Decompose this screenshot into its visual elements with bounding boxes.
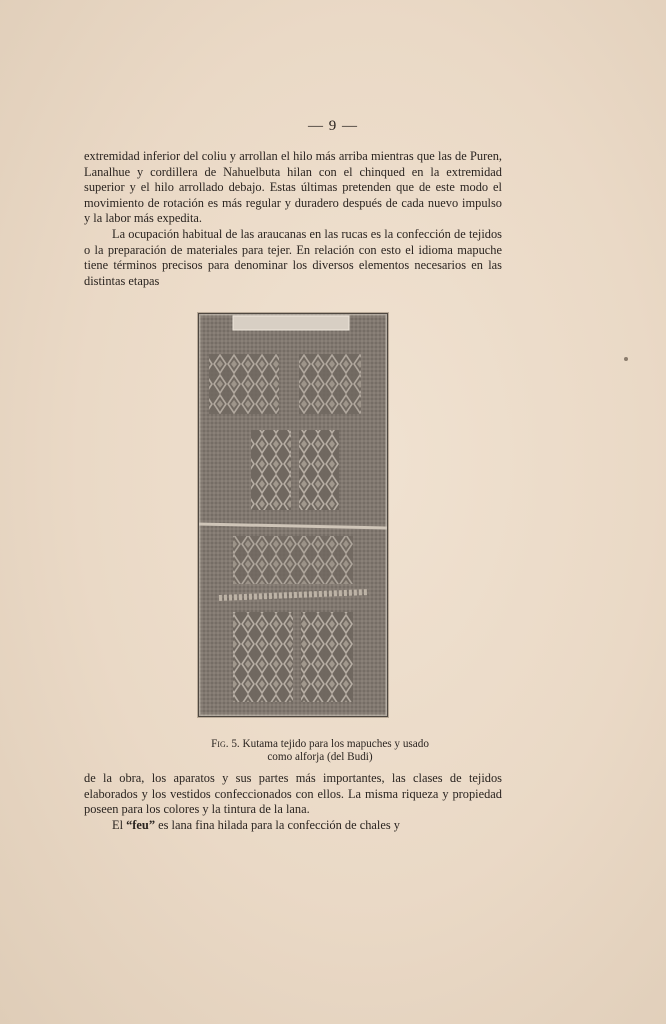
body-text-top (84, 149, 502, 289)
body-text-bottom (84, 771, 502, 833)
caption-line-2: como alforja (del Budi) (267, 751, 373, 763)
figure-caption (120, 738, 520, 764)
woven-textile-image (199, 314, 387, 716)
paragraph-work: de la obra, los aparatos y sus partes más importantes, las clases de tejidos elaborados y los vestidos confeccionados con ellos. La misma riqueza y propiedad poseen para los colores y la tintura de la lana. (84, 771, 502, 817)
paragraph-continuation: extremidad inferior del coliu y arrollan el hilo más arriba mientras que las de Puren, Lanalhue y cordillera de Nahuelbuta hilan con el chinqued en la extremidad superior y el hilo arrollado debajo. Estas últimas pretenden que de este modo el movimiento de rotación es más regular y duradero después de cada nuevo impulso y la labor más expedita. (84, 149, 502, 226)
kutama-photo (198, 313, 388, 717)
page-number: — 9 — (308, 118, 358, 134)
paragraph-weaving: La ocupación habitual de las araucanas en las rucas es la confección de tejidos o la preparación de materiales para tejer. En relación con esto el idioma mapuche tiene términos precisos para denominar los diversos elementos necesarios en las distintas etapas (84, 226, 502, 288)
figure-label: Fig. 5. (211, 738, 240, 750)
paper-speck (624, 357, 628, 361)
feu-prefix: El (112, 817, 127, 832)
caption-line-1: Kutama tejido para los mapuches y usado (242, 738, 429, 750)
feu-term: “feu” (126, 817, 156, 832)
paragraph-feu (84, 818, 502, 834)
feu-text: es lana fina hilada para la confección de chales y (155, 817, 400, 832)
